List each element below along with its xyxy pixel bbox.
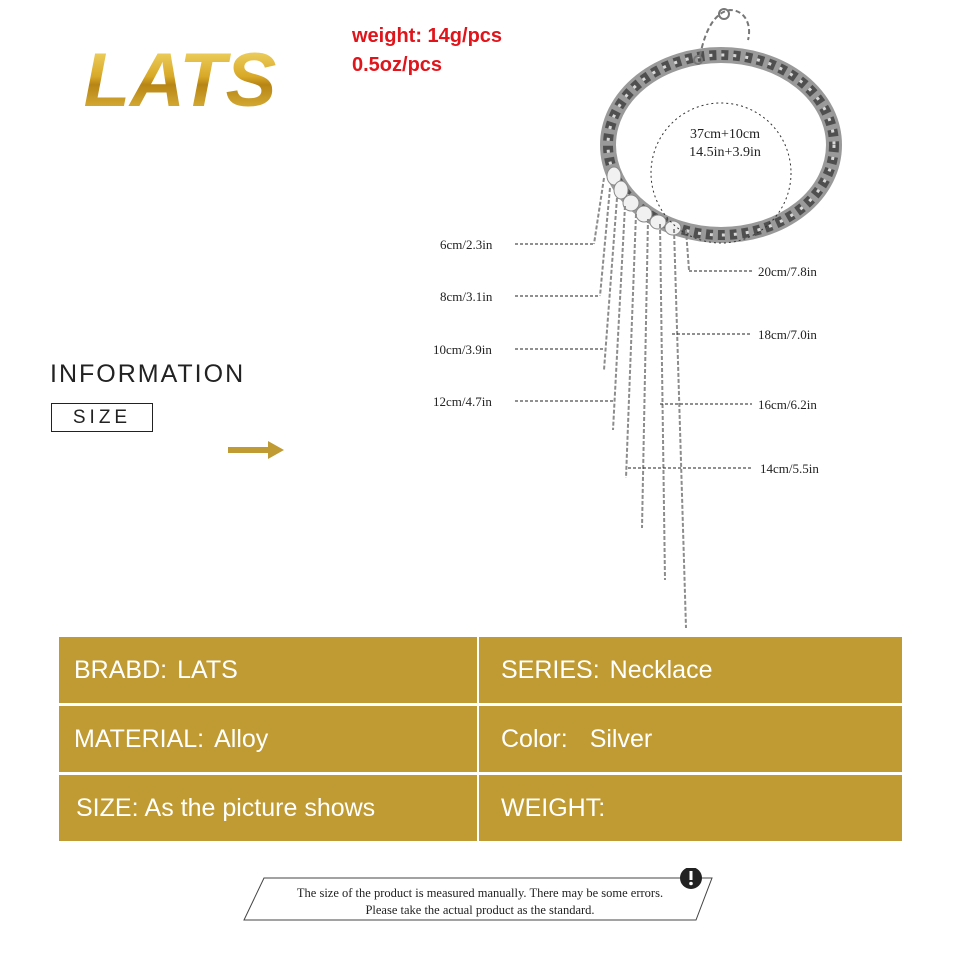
- series-value: Necklace: [609, 656, 713, 684]
- material-value: Alloy: [214, 725, 269, 753]
- weight-grams: weight: 14g/pcs: [352, 25, 503, 47]
- measurement-label: 8cm/3.1in: [440, 289, 493, 304]
- table-row: [59, 704, 902, 772]
- material-label: MATERIAL:: [74, 725, 205, 753]
- color-label: Color:: [501, 725, 568, 753]
- measurement-label: 20cm/7.8in: [758, 264, 817, 279]
- brand-logo: [70, 40, 290, 118]
- weight-label: WEIGHT:: [501, 794, 606, 822]
- material-cell: [59, 706, 479, 772]
- color-cell: [479, 706, 902, 772]
- weight-cell: [479, 775, 902, 841]
- notice-line-2: Please take the actual product as the standard.: [365, 903, 595, 917]
- circumference-cm: 37cm+10cm: [689, 127, 761, 142]
- measurement-label: 12cm/4.7in: [433, 394, 492, 409]
- measurement-label: 16cm/6.2in: [758, 397, 817, 412]
- svg-text:LATS: LATS: [83, 40, 277, 118]
- tassel-chains: [594, 178, 689, 628]
- brand-label: BRABD:: [74, 656, 168, 684]
- measurement-label: 10cm/3.9in: [433, 342, 492, 357]
- brand-cell: [59, 637, 479, 703]
- table-row: [59, 773, 902, 841]
- size-cell: [59, 775, 479, 841]
- weight-ounces: 0.5oz/pcs: [352, 54, 443, 76]
- notice-line-1: The size of the product is measured manually. There may be some errors.: [296, 886, 664, 900]
- notice-text: [250, 885, 710, 919]
- color-value: Silver: [589, 725, 653, 753]
- circumference-in: 14.5in+3.9in: [689, 145, 761, 160]
- necklace-illustration: [420, 0, 880, 640]
- measurement-label: 6cm/2.3in: [440, 237, 493, 252]
- arrow-right-icon: [228, 440, 284, 460]
- series-label: SERIES:: [501, 656, 600, 684]
- size-value: As the picture shows: [144, 794, 376, 822]
- size-label-box: SIZE: [51, 403, 153, 432]
- size-label: SIZE:: [76, 794, 139, 822]
- circumference-label: [650, 126, 800, 162]
- table-row: [59, 637, 902, 703]
- product-info-table: [59, 637, 902, 842]
- series-cell: [479, 637, 902, 703]
- measurement-label: 18cm/7.0in: [758, 327, 817, 342]
- brand-value: LATS: [177, 656, 238, 684]
- measurement-label: 14cm/5.5in: [760, 461, 819, 476]
- information-heading: INFORMATION: [50, 360, 246, 388]
